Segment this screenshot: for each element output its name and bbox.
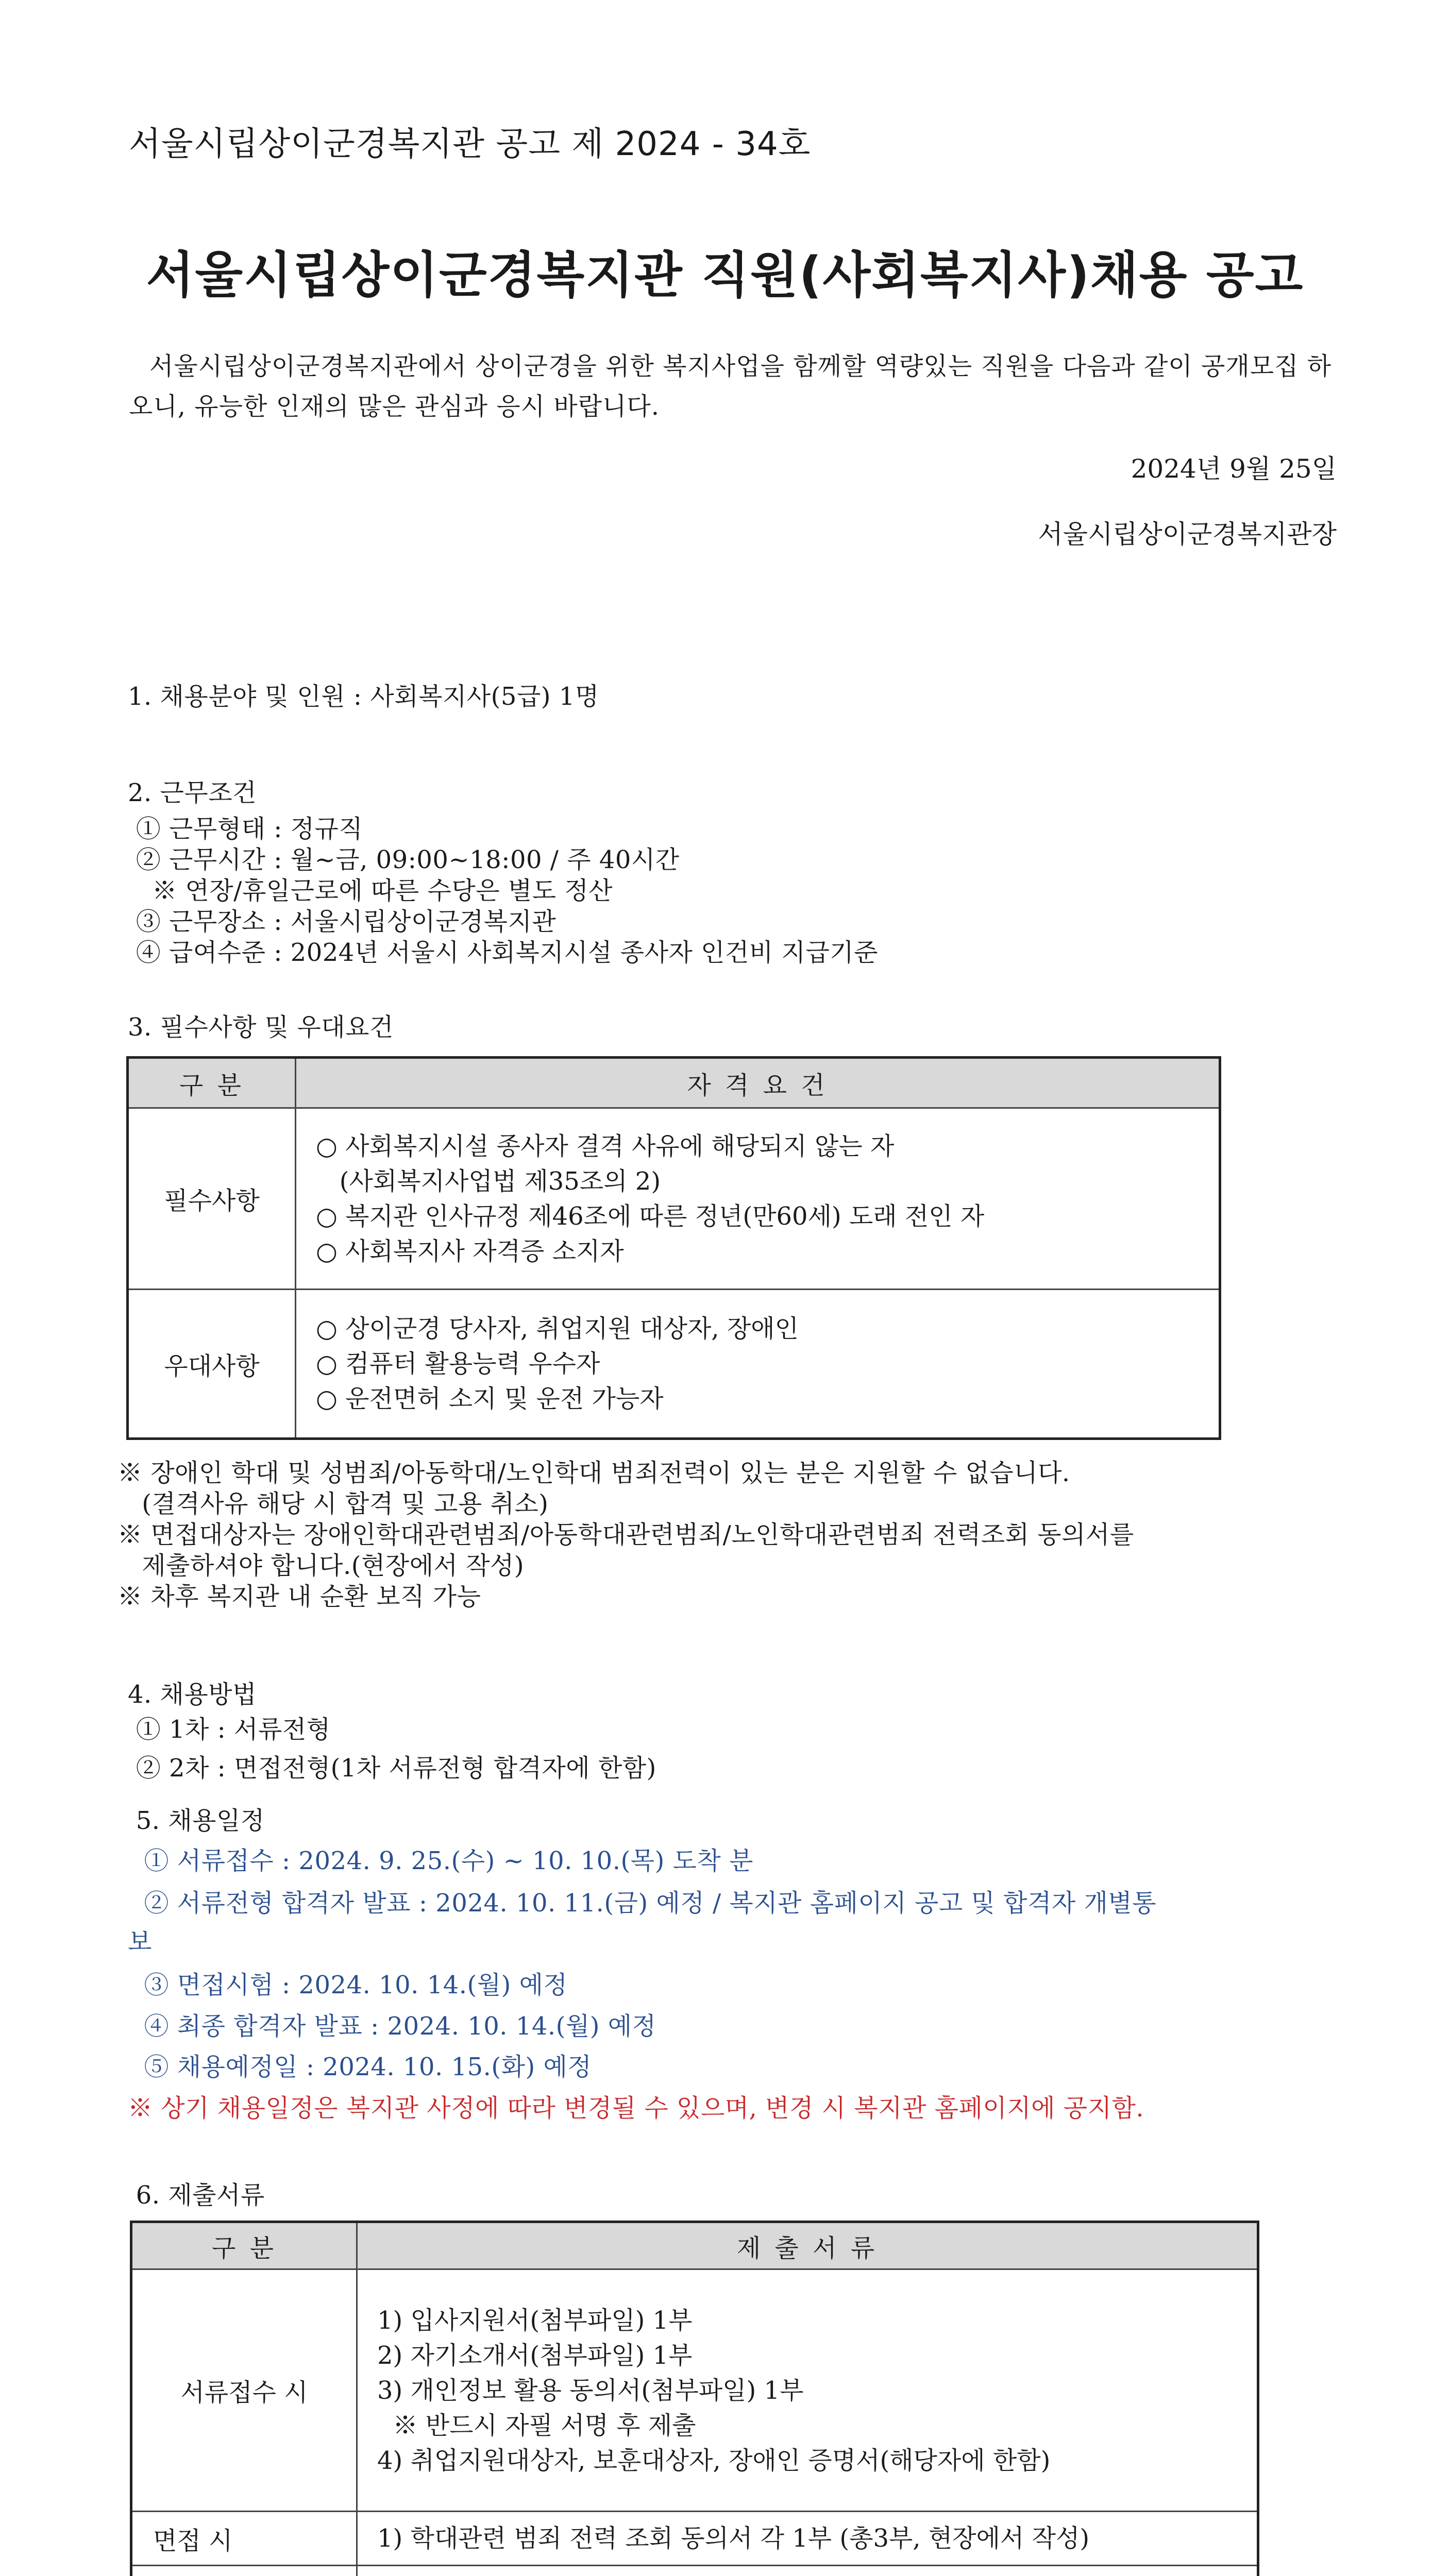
list-item: ※ 반드시 자필 서명 후 제출 bbox=[377, 2411, 696, 2440]
row-items bbox=[296, 1290, 1220, 1439]
table-row bbox=[131, 2269, 1258, 2512]
schedule-item: ② 서류전형 합격자 발표 : 2024. 10. 11.(금) 예정 / 복지관 홈페이지 공고 및 합격자 개별통 bbox=[128, 1889, 1157, 1918]
notice-date: 2024년 9월 25일 bbox=[1131, 454, 1337, 484]
list-item: ○ 복지관 인사규정 제46조에 따른 정년(만60세) 도래 전인 자 bbox=[316, 1201, 985, 1231]
table-row bbox=[131, 2566, 1258, 2576]
section4-item: ① 1차 : 서류전형 bbox=[128, 1715, 331, 1744]
schedule-item: 보 bbox=[128, 1927, 152, 1956]
list-item: 4) 취업지원대상자, 보훈대상자, 장애인 증명서(해당자에 한함) bbox=[377, 2446, 1051, 2475]
row-category: 면접 시 bbox=[131, 2512, 357, 2566]
schedule-warning: ※ 상기 채용일정은 복지관 사정에 따라 변경될 수 있으며, 변경 시 복지관 홈페이지에 공지함. bbox=[128, 2094, 1144, 2123]
requirements-table bbox=[126, 1056, 1221, 1440]
table-header-requirements: 자 격 요 건 bbox=[296, 1058, 1220, 1108]
schedule-item: ③ 면접시험 : 2024. 10. 14.(월) 예정 bbox=[128, 1971, 568, 1999]
section2-item: ③ 근무장소 : 서울시립상이군경복지관 bbox=[128, 907, 557, 936]
section3-note: (결격사유 해당 시 합격 및 고용 취소) bbox=[117, 1489, 549, 1518]
section3-note: ※ 장애인 학대 및 성범죄/아동학대/노인학대 범죄전력이 있는 분은 지원할 수 없습니다. bbox=[117, 1459, 1070, 1487]
row-items bbox=[357, 2269, 1258, 2512]
row-items bbox=[357, 2566, 1258, 2576]
row-items bbox=[296, 1108, 1220, 1290]
list-item: 1) 학대관련 범죄 전력 조회 동의서 각 1부 (총3부, 현장에서 작성) bbox=[377, 2524, 1090, 2553]
section6-heading: 6. 제출서류 bbox=[128, 2181, 265, 2210]
section2-item: ④ 급여수준 : 2024년 서울시 사회복지시설 종사자 인건비 지급기준 bbox=[128, 938, 878, 967]
table-header-category: 구 분 bbox=[131, 2222, 357, 2269]
section4-item: ② 2차 : 면접전형(1차 서류전형 합격자에 한함) bbox=[128, 1754, 656, 1783]
list-item: ○ 사회복지사 자격증 소지자 bbox=[316, 1236, 624, 1266]
documents-table bbox=[130, 2221, 1259, 2576]
table-header-category: 구 분 bbox=[128, 1058, 296, 1108]
page-title: 서울시립상이군경복지관 직원(사회복지사)채용 공고 bbox=[146, 246, 1304, 304]
row-category bbox=[131, 2566, 357, 2576]
list-item: 1) 입사지원서(첨부파일) 1부 bbox=[377, 2306, 693, 2335]
row-category: 필수사항 bbox=[128, 1108, 296, 1290]
section3-note: ※ 면접대상자는 장애인학대관련범죄/아동학대관련범죄/노인학대관련범죄 전력조회 동의서를 bbox=[117, 1520, 1134, 1549]
table-header-documents: 제 출 서 류 bbox=[357, 2222, 1258, 2269]
section1-line: 1. 채용분야 및 인원 : 사회복지사(5급) 1명 bbox=[128, 682, 599, 711]
schedule-item: ⑤ 채용예정일 : 2024. 10. 15.(화) 예정 bbox=[128, 2053, 592, 2081]
schedule-item: ④ 최종 합격자 발표 : 2024. 10. 14.(월) 예정 bbox=[128, 2012, 656, 2041]
list-item: ○ 사회복지시설 종사자 결격 사유에 해당되지 않는 자 bbox=[316, 1131, 895, 1161]
section4-heading: 4. 채용방법 bbox=[128, 1680, 257, 1709]
table-row bbox=[128, 1108, 1220, 1290]
section2-item: ① 근무형태 : 정규직 bbox=[128, 815, 363, 843]
list-item: (사회복지사업법 제35조의 2) bbox=[316, 1166, 661, 1196]
section3-note: 제출하셔야 합니다.(현장에서 작성) bbox=[117, 1551, 525, 1580]
notice-number: 서울시립상이군경복지관 공고 제 2024 - 34호 bbox=[129, 125, 811, 163]
list-item: 3) 개인정보 활용 동의서(첨부파일) 1부 bbox=[377, 2376, 804, 2405]
schedule-item: ① 서류접수 : 2024. 9. 25.(수) ~ 10. 10.(목) 도착 분 bbox=[128, 1846, 753, 1875]
row-items bbox=[357, 2512, 1258, 2566]
section2-heading: 2. 근무조건 bbox=[128, 778, 257, 807]
list-item: ○ 상이군경 당사자, 취업지원 대상자, 장애인 bbox=[316, 1314, 799, 1343]
issuer: 서울시립상이군경복지관장 bbox=[1038, 519, 1337, 549]
section3-note: ※ 차후 복지관 내 순환 보직 가능 bbox=[117, 1582, 481, 1611]
row-category: 우대사항 bbox=[128, 1290, 296, 1439]
list-item: ○ 운전면허 소지 및 운전 가능자 bbox=[316, 1384, 664, 1413]
list-item: 2) 자기소개서(첨부파일) 1부 bbox=[377, 2341, 693, 2370]
table-row bbox=[128, 1290, 1220, 1439]
table-row bbox=[131, 2512, 1258, 2566]
section3-heading: 3. 필수사항 및 우대요건 bbox=[128, 1013, 394, 1042]
section5-heading: 5. 채용일정 bbox=[128, 1806, 265, 1835]
section2-item: ② 근무시간 : 월~금, 09:00~18:00 / 주 40시간 bbox=[128, 845, 680, 874]
intro-paragraph: 서울시립상이군경복지관에서 상이군경을 위한 복지사업을 함께할 역량있는 직원을 다음과 같이 공개모집 하오니, 유능한 인재의 많은 관심과 응시 바랍니다. bbox=[129, 352, 1332, 421]
list-item: ○ 컴퓨터 활용능력 우수자 bbox=[316, 1349, 600, 1378]
row-category: 서류접수 시 bbox=[131, 2269, 357, 2512]
section2-item: ※ 연장/휴일근로에 따른 수당은 별도 정산 bbox=[128, 876, 613, 905]
